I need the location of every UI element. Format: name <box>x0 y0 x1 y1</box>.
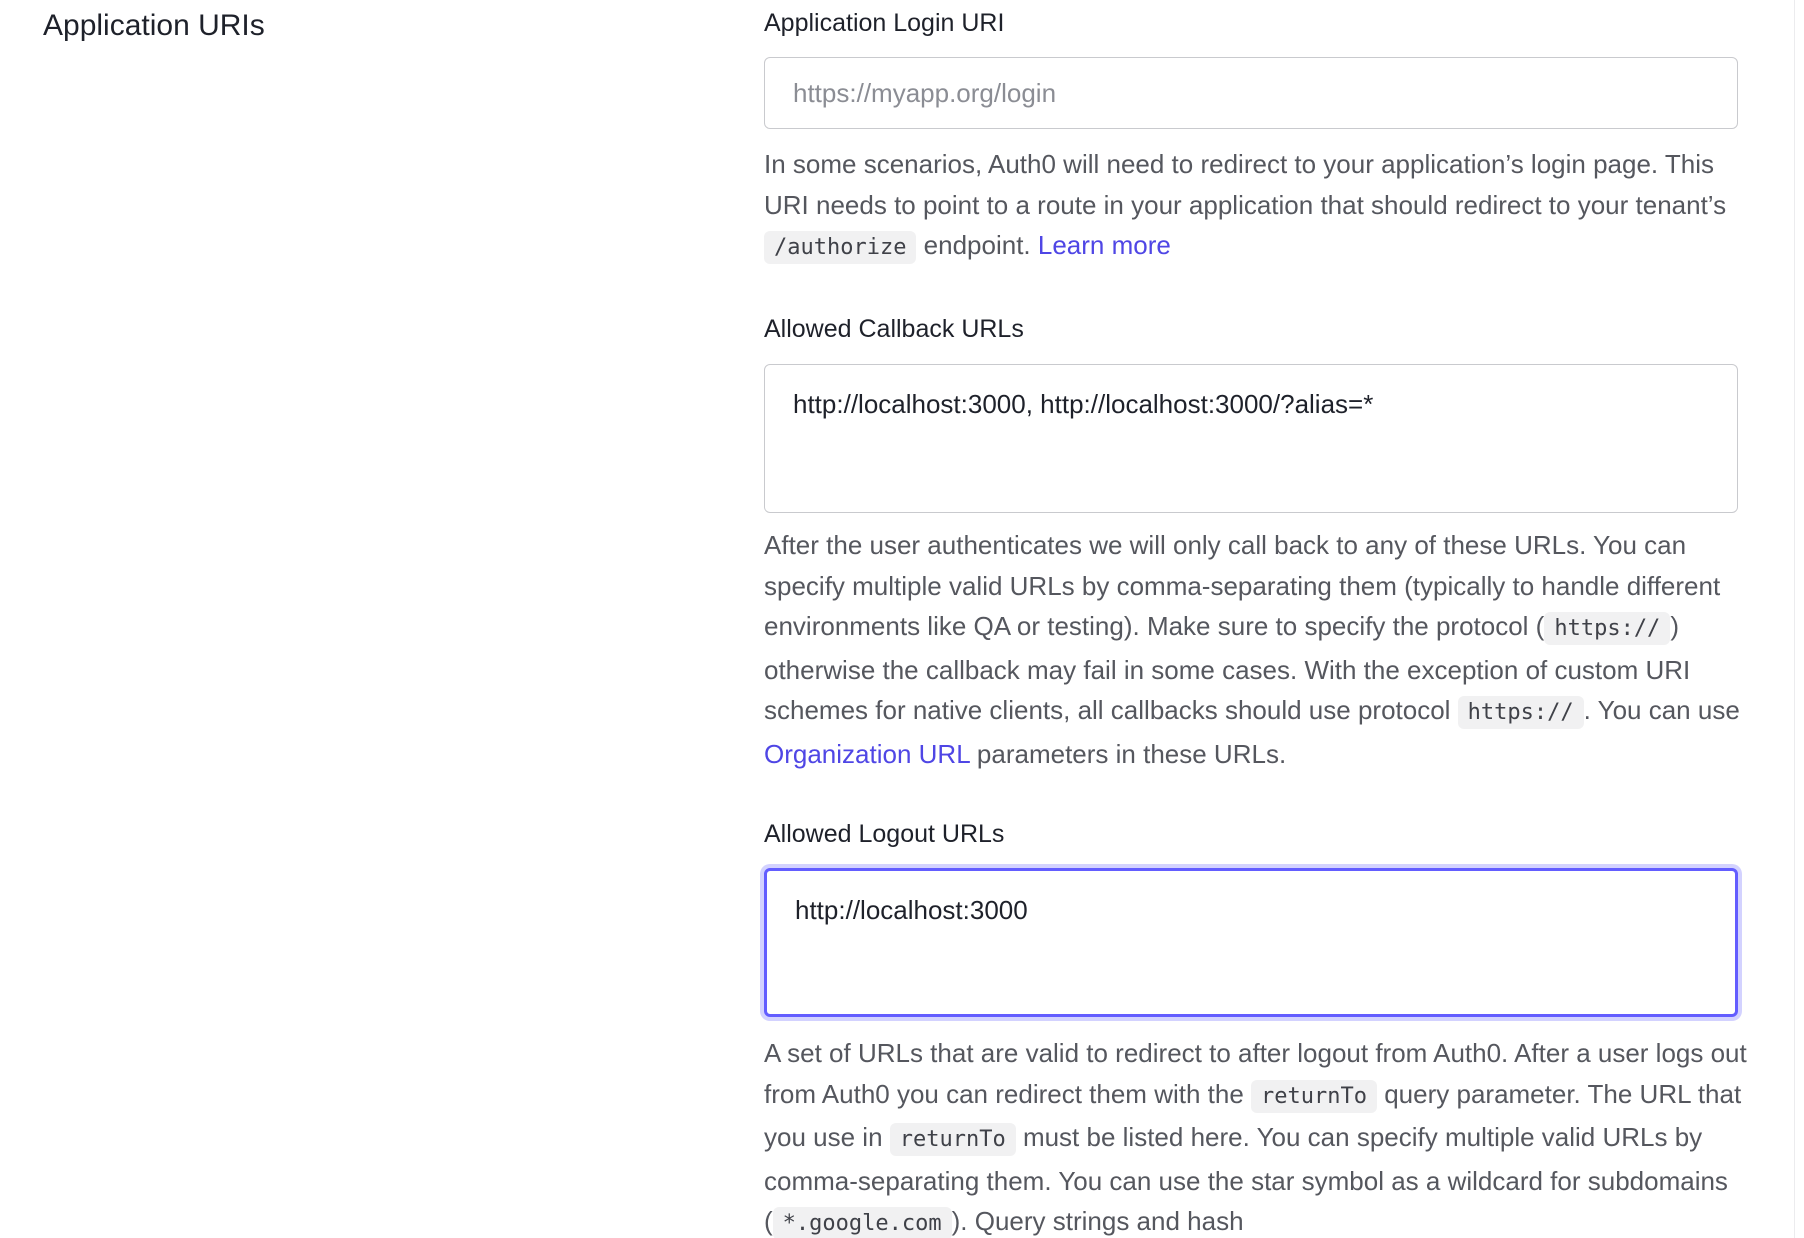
logout-help-part3: must be listed here. You can specify multiple valid URLs by comma-separating them. You can use the star symbol as a wildcard for subdomains ( <box>764 1122 1728 1236</box>
https-code-2: https:// <box>1458 696 1584 729</box>
logout-help-part4: ). Query strings and hash <box>951 1206 1244 1236</box>
logout-help-part2: query parameter. The URL that you use in <box>764 1078 1742 1152</box>
scroll-divider <box>1794 0 1795 1238</box>
logout-urls-label: Allowed Logout URLs <box>764 820 1005 848</box>
login-uri-help-part2: endpoint. <box>916 230 1038 260</box>
section-title: Application URIs <box>43 9 265 42</box>
callback-help-part1: After the user authenticates we will only call back to any of these URLs. You can specify multiple valid URLs by comma-separating them (typically to handle different environments like QA or testing). Make sure to specify the protocol ( <box>764 530 1721 641</box>
logout-urls-textarea[interactable] <box>764 868 1738 1017</box>
organization-url-link[interactable]: Organization URL <box>764 738 970 769</box>
callback-urls-help-text <box>764 525 1754 774</box>
login-uri-label: Application Login URI <box>764 9 1005 37</box>
google-wildcard-code: *.google.com <box>773 1207 952 1238</box>
callback-urls-textarea[interactable] <box>764 364 1738 513</box>
login-uri-input[interactable] <box>764 57 1738 129</box>
learn-more-link[interactable]: Learn more <box>1037 230 1171 260</box>
logout-help-part1: A set of URLs that are valid to redirect to after logout from Auth0. After a user logs out from Auth0 you can redirect them with the <box>764 1038 1747 1109</box>
returnto-code-1: returnTo <box>1251 1080 1377 1113</box>
login-uri-help-part1: In some scenarios, Auth0 will need to redirect to your application’s login page. This URI needs to point to a route in your application that should redirect to your tenant’s <box>764 149 1727 220</box>
callback-help-part4: parameters in these URLs. <box>969 738 1287 769</box>
returnto-code-2: returnTo <box>890 1123 1016 1156</box>
login-uri-field-group <box>764 7 1004 39</box>
logout-urls-help-text <box>764 1033 1754 1238</box>
callback-help-part3: . You can use <box>1583 695 1740 725</box>
https-code-1: https:// <box>1544 612 1670 645</box>
callback-help-part2: ) otherwise the callback may fail in some cases. With the exception of custom URI schemes for native clients, all callbacks should use protocol <box>764 611 1691 725</box>
callback-urls-label: Allowed Callback URLs <box>764 315 1024 343</box>
login-uri-help-text <box>764 144 1754 269</box>
authorize-code: /authorize <box>764 231 916 264</box>
